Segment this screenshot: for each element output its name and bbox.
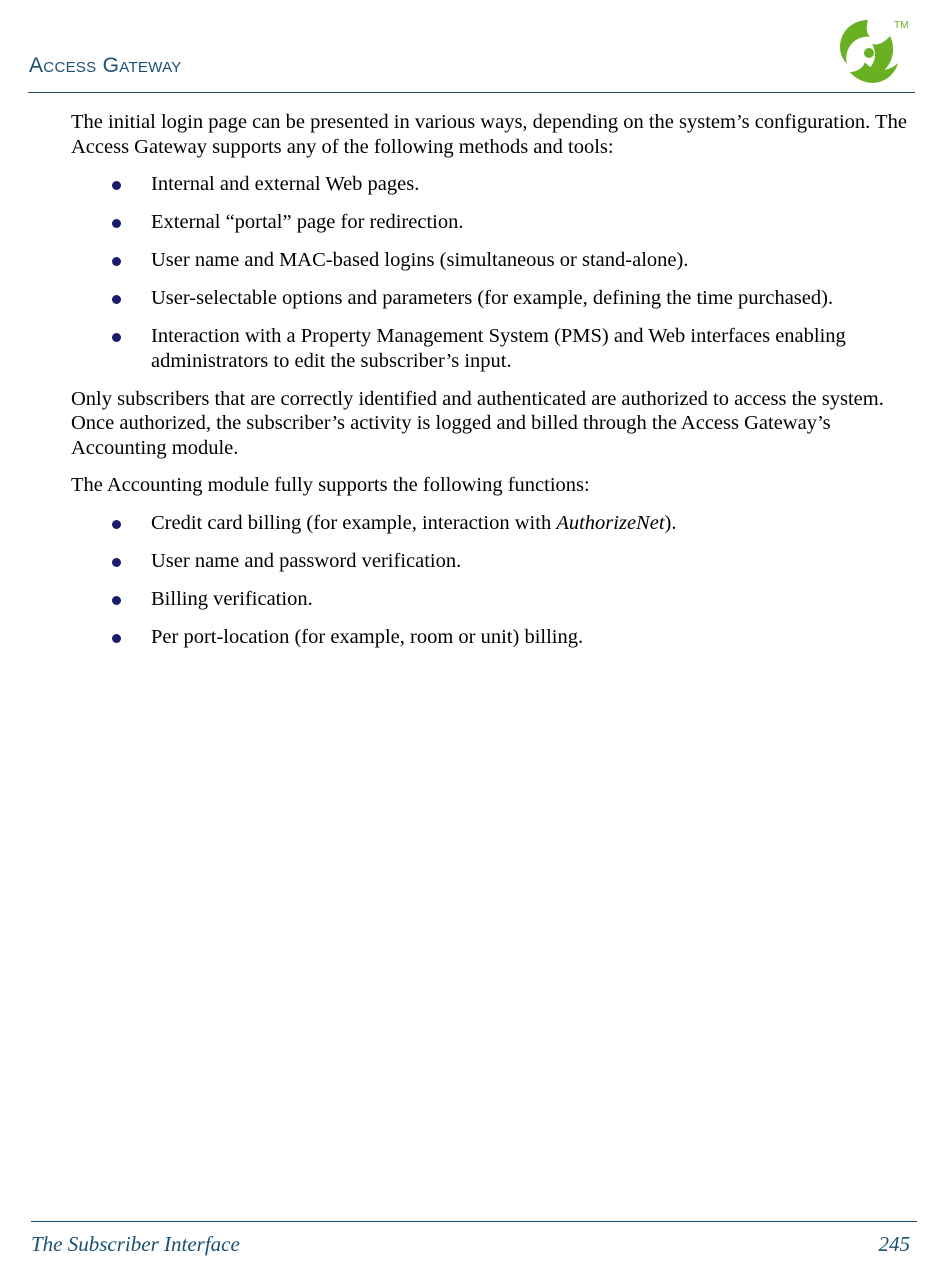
bullet-icon bbox=[112, 634, 121, 643]
bullet-icon bbox=[112, 219, 121, 228]
list-item: Interaction with a Property Management System (PMS) and Web interfaces enabling administrators to edit the subscriber’s input. bbox=[71, 324, 921, 373]
bullet-icon bbox=[112, 181, 121, 190]
intro-paragraph: The initial login page can be presented in various ways, depending on the system’s configuration. The Access Gateway supports any of the following methods and tools: bbox=[71, 111, 907, 158]
methods-list bbox=[71, 172, 921, 373]
list-item: Credit card billing (for example, interaction with AuthorizeNet). bbox=[71, 511, 921, 536]
list-item: User name and password verification. bbox=[71, 549, 921, 574]
list-item: User name and MAC-based logins (simultaneous or stand-alone). bbox=[71, 248, 921, 273]
bullet-icon bbox=[112, 333, 121, 342]
page-header-title: Access Gateway bbox=[29, 54, 182, 77]
list-item: Internal and external Web pages. bbox=[71, 172, 921, 197]
list-item: User-selectable options and parameters (for example, defining the time purchased). bbox=[71, 286, 921, 311]
footer-section-title: The Subscriber Interface bbox=[31, 1232, 240, 1256]
company-logo-icon bbox=[830, 14, 910, 90]
list-item: Per port-location (for example, room or unit) billing. bbox=[71, 625, 921, 650]
trademark-mark: TM bbox=[894, 20, 909, 31]
bullet-icon bbox=[112, 257, 121, 266]
bullet-icon bbox=[112, 295, 121, 304]
header-divider bbox=[28, 92, 915, 93]
bullet-icon bbox=[112, 596, 121, 605]
authorizenet-name: AuthorizeNet bbox=[556, 511, 665, 534]
bullet-icon bbox=[112, 558, 121, 567]
list-item: External “portal” page for redirection. bbox=[71, 210, 921, 235]
authorization-paragraph: Only subscribers that are correctly identified and authenticated are authorized to access the system. Once authorized, the subscriber’s activity is logged and billed through the Access Gateway’s Accounting module. bbox=[71, 387, 884, 459]
bullet-icon bbox=[112, 520, 121, 529]
page-body bbox=[71, 110, 921, 663]
accounting-functions-list bbox=[71, 511, 921, 650]
page-number: 245 bbox=[878, 1232, 910, 1256]
accounting-intro-paragraph: The Accounting module fully supports the following functions: bbox=[71, 474, 590, 496]
list-item: Billing verification. bbox=[71, 587, 921, 612]
footer-divider bbox=[31, 1221, 917, 1222]
